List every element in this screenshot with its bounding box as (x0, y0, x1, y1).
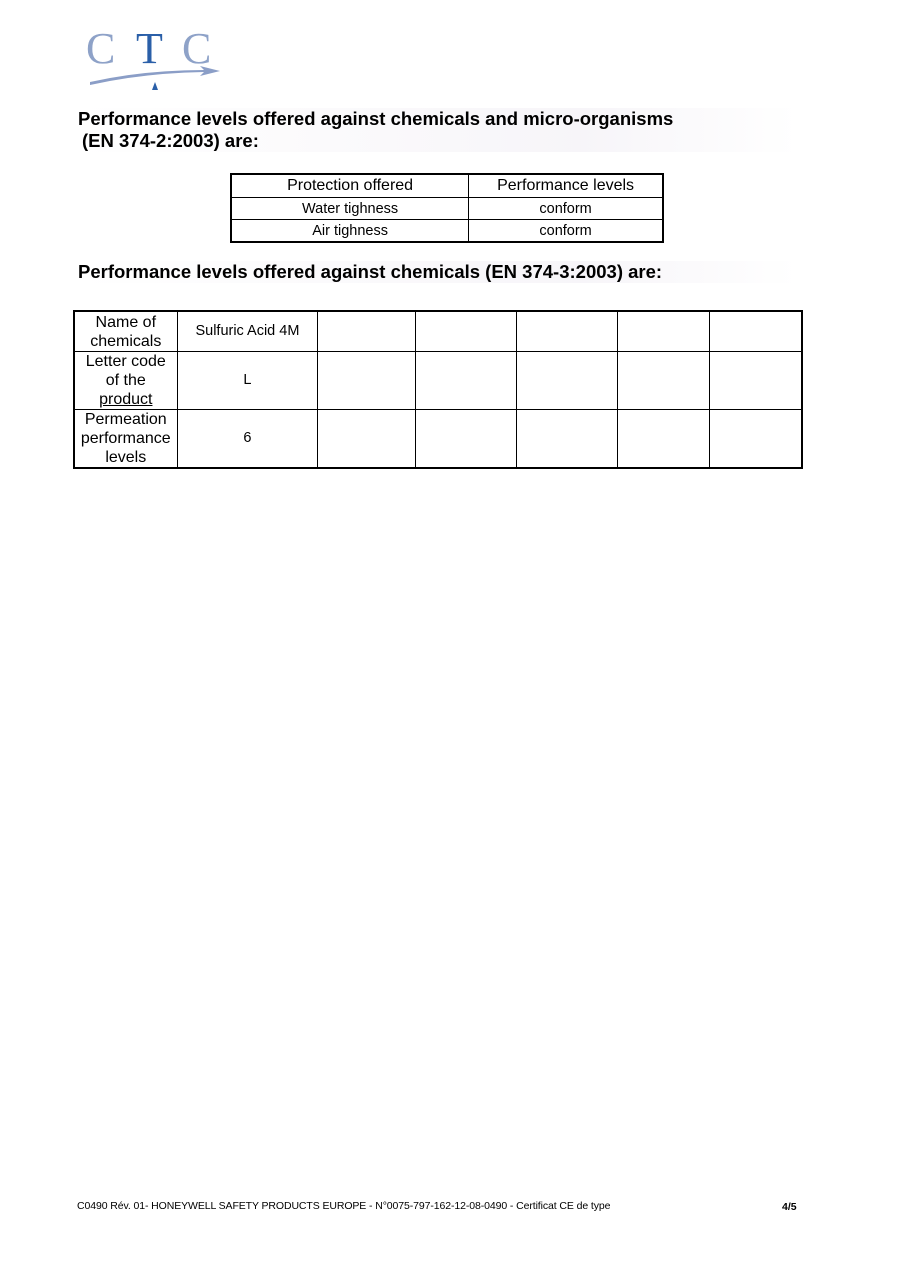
logo-letter-t: T (136, 24, 163, 73)
header-performance-levels: Performance levels (469, 174, 663, 198)
empty-cell (710, 352, 802, 410)
table-row (74, 311, 802, 352)
empty-cell (415, 311, 517, 352)
table-row (231, 198, 663, 220)
permeation-level-value: 6 (177, 410, 318, 469)
page-number: 4/5 (782, 1201, 797, 1213)
ctc-logo (84, 20, 229, 95)
cell-level: conform (469, 220, 663, 243)
section1-heading (78, 108, 798, 152)
letter-code-value: L (177, 352, 318, 410)
empty-cell (617, 352, 710, 410)
logo-letter-c2: C (182, 24, 212, 73)
label-line: levels (105, 449, 147, 466)
label-line: Letter code (85, 353, 166, 370)
empty-cell (517, 311, 618, 352)
table-row (74, 352, 802, 410)
table-header-row (231, 174, 663, 198)
row-label-name-of-chemicals (74, 311, 177, 352)
empty-cell (415, 352, 517, 410)
cell-protection: Water tighness (231, 198, 469, 220)
empty-cell (318, 311, 416, 352)
cell-level: conform (469, 198, 663, 220)
section1-heading-line2: (EN 374-2:2003) are: (82, 130, 259, 151)
label-line: product (99, 391, 153, 408)
header-protection-offered: Protection offered (231, 174, 469, 198)
logo-letter-c1: C (86, 24, 116, 73)
table-row (231, 220, 663, 243)
section1-heading-line1: Performance levels offered against chemicals and micro-organisms (78, 108, 674, 129)
en374-3-table (73, 310, 803, 469)
label-line: Permeation (84, 411, 167, 428)
empty-cell (517, 352, 618, 410)
empty-cell (617, 311, 710, 352)
label-line: Name of (95, 313, 157, 331)
empty-cell (318, 352, 416, 410)
table-row (74, 410, 802, 469)
en374-2-table (230, 173, 664, 243)
row-label-permeation-levels (74, 410, 177, 469)
cell-protection: Air tighness (231, 220, 469, 243)
footer-text: C0490 Rév. 01- HONEYWELL SAFETY PRODUCTS EUROPE - N°0075-797-162-12-08-0490 - Certificat CE de type (77, 1200, 611, 1212)
empty-cell (318, 410, 416, 469)
logo-drop-icon (152, 82, 158, 90)
label-line: of the (105, 372, 146, 389)
label-line: performance (80, 430, 171, 447)
row-label-letter-code (74, 352, 177, 410)
label-line: chemicals (90, 332, 162, 350)
section2-heading: Performance levels offered against chemicals (EN 374-3:2003) are: (78, 261, 798, 283)
empty-cell (517, 410, 618, 469)
chemical-name-value: Sulfuric Acid 4M (177, 311, 318, 352)
empty-cell (415, 410, 517, 469)
empty-cell (617, 410, 710, 469)
empty-cell (710, 410, 802, 469)
empty-cell (710, 311, 802, 352)
